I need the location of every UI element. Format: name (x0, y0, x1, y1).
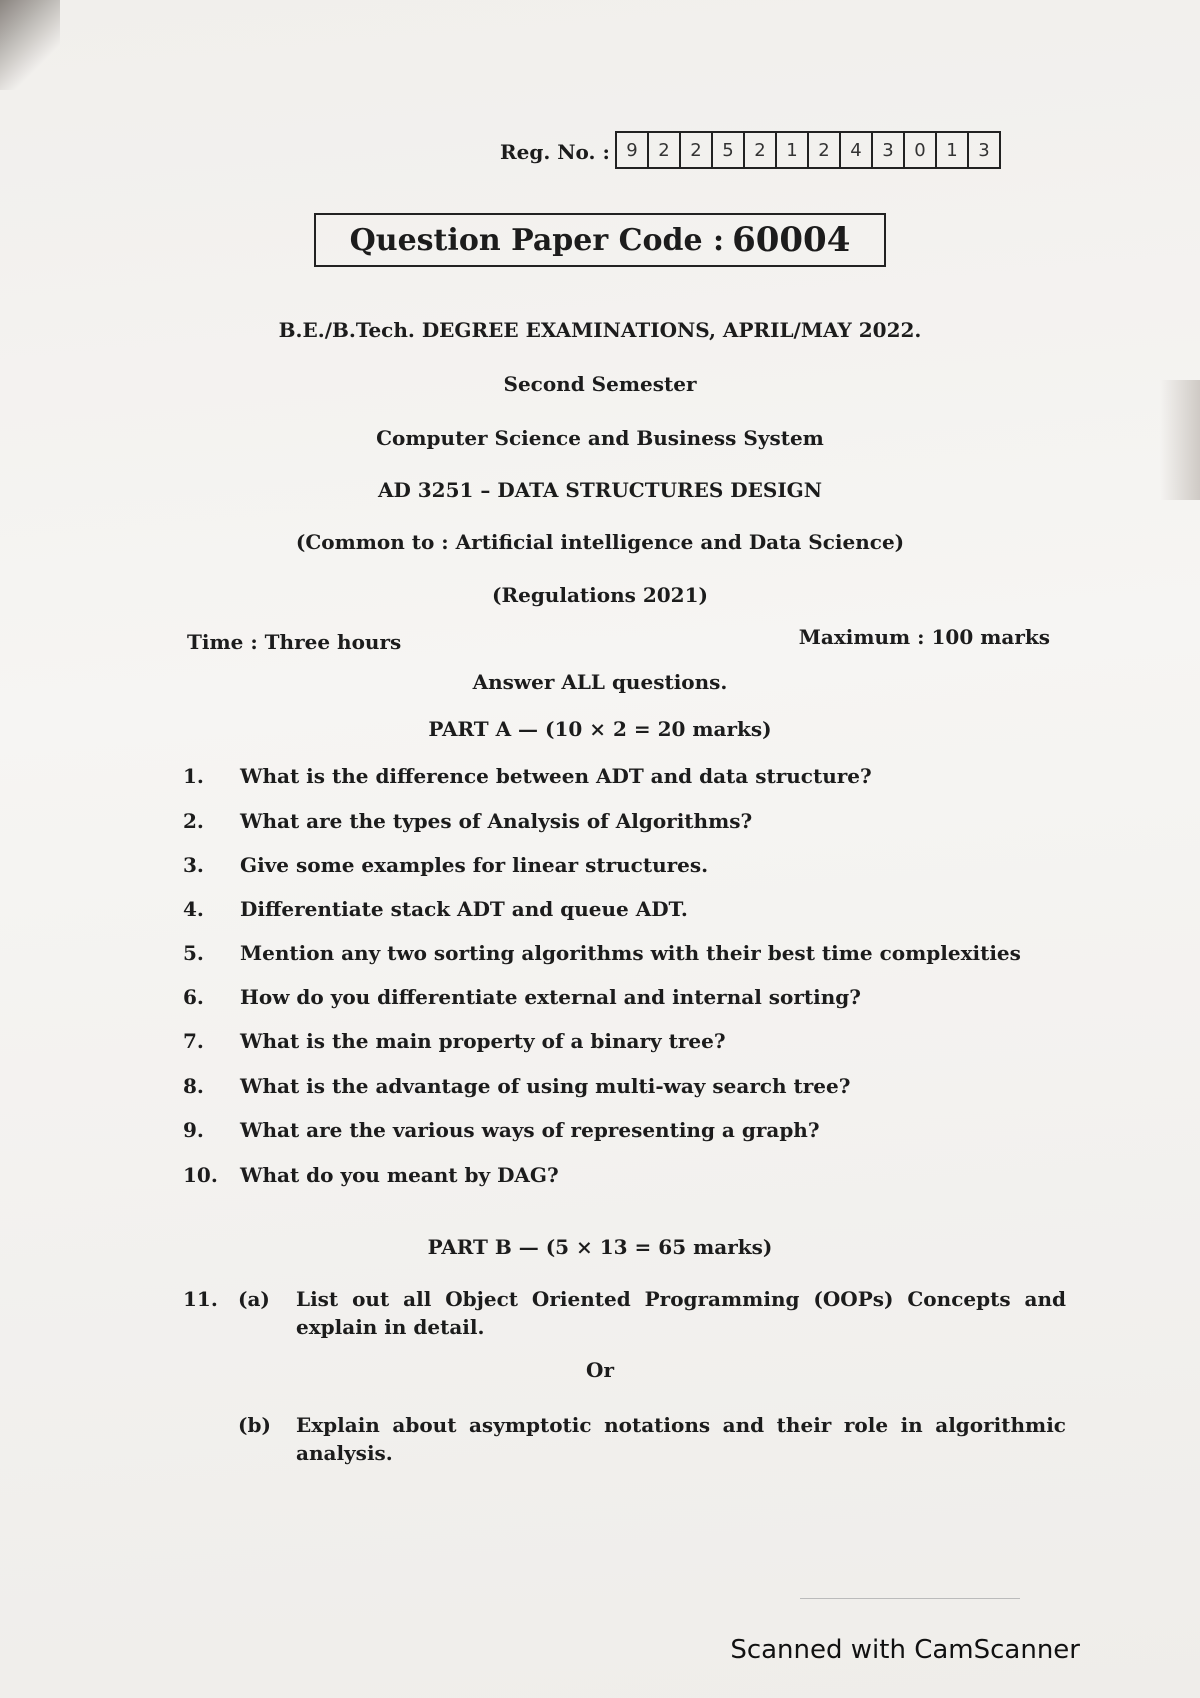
question-number: 5. (183, 941, 204, 965)
question-number: 7. (183, 1029, 204, 1053)
question-number: 11. (183, 1287, 218, 1311)
subject: AD 3251 – DATA STRUCTURES DESIGN (377, 478, 823, 502)
sub-question-text: List out all Object Oriented Programming (OOPs) Concepts and explain in detail. (296, 1287, 1066, 1339)
reg-digit: 0 (905, 133, 937, 167)
question-number: 2. (183, 809, 204, 833)
question-text: Give some examples for linear structures. (240, 853, 709, 877)
reg-digit: 3 (873, 133, 905, 167)
question-text: What do you meant by DAG? (240, 1163, 559, 1187)
question-text: How do you differentiate external and internal sorting? (240, 985, 861, 1009)
footer-rule (800, 1598, 1020, 1599)
max-marks: Maximum : 100 marks (798, 625, 1050, 649)
question-paper-code-box (314, 213, 886, 267)
code-label: Question Paper Code : (349, 222, 725, 258)
camscanner-watermark: Scanned with CamScanner (730, 1635, 1080, 1665)
reg-no-boxes (615, 131, 1001, 169)
sub-question-label: (b) (238, 1413, 271, 1437)
exam-title: B.E./B.Tech. DEGREE EXAMINATIONS, APRIL/MAY 2022. (278, 318, 922, 342)
question-text: What is the main property of a binary tree? (240, 1029, 726, 1053)
code-number: 60004 (732, 220, 851, 260)
common-to: (Common to : Artificial intelligence and Data Science) (295, 530, 905, 554)
reg-digit: 5 (713, 133, 745, 167)
question-number: 6. (183, 985, 204, 1009)
semester: Second Semester (503, 372, 697, 396)
department: Computer Science and Business System (376, 426, 824, 450)
question-text: What are the various ways of representing a graph? (240, 1118, 820, 1142)
question-text: What is the difference between ADT and data structure? (240, 764, 872, 788)
reg-digit: 9 (617, 133, 649, 167)
question-text: What is the advantage of using multi-way search tree? (240, 1074, 851, 1098)
time-allowed: Time : Three hours (187, 630, 402, 654)
reg-digit: 1 (777, 133, 809, 167)
question-number: 8. (183, 1074, 204, 1098)
question-number: 10. (183, 1163, 218, 1187)
or-separator: Or (586, 1358, 614, 1382)
question-number: 3. (183, 853, 204, 877)
reg-digit: 2 (745, 133, 777, 167)
question-text: Differentiate stack ADT and queue ADT. (240, 897, 688, 921)
reg-digit: 2 (649, 133, 681, 167)
question-text: Mention any two sorting algorithms with their best time complexities (240, 941, 1021, 965)
corner-shadow (0, 0, 60, 90)
question-number: 4. (183, 897, 204, 921)
part-a-heading: PART A — (10 × 2 = 20 marks) (428, 717, 772, 741)
sub-question-text: Explain about asymptotic notations and their role in algorithmic analysis. (296, 1413, 1066, 1465)
reg-digit: 2 (681, 133, 713, 167)
reg-digit: 2 (809, 133, 841, 167)
reg-no-label: Reg. No. : (500, 140, 610, 164)
reg-digit: 1 (937, 133, 969, 167)
reg-digit: 3 (969, 133, 1001, 167)
instruction: Answer ALL questions. (472, 670, 728, 694)
question-number: 9. (183, 1118, 204, 1142)
question-text: What are the types of Analysis of Algorithms? (240, 809, 753, 833)
regulations: (Regulations 2021) (492, 583, 708, 607)
question-number: 1. (183, 764, 204, 788)
part-b-heading: PART B — (5 × 13 = 65 marks) (427, 1235, 773, 1259)
sub-question-label: (a) (238, 1287, 270, 1311)
reg-digit: 4 (841, 133, 873, 167)
